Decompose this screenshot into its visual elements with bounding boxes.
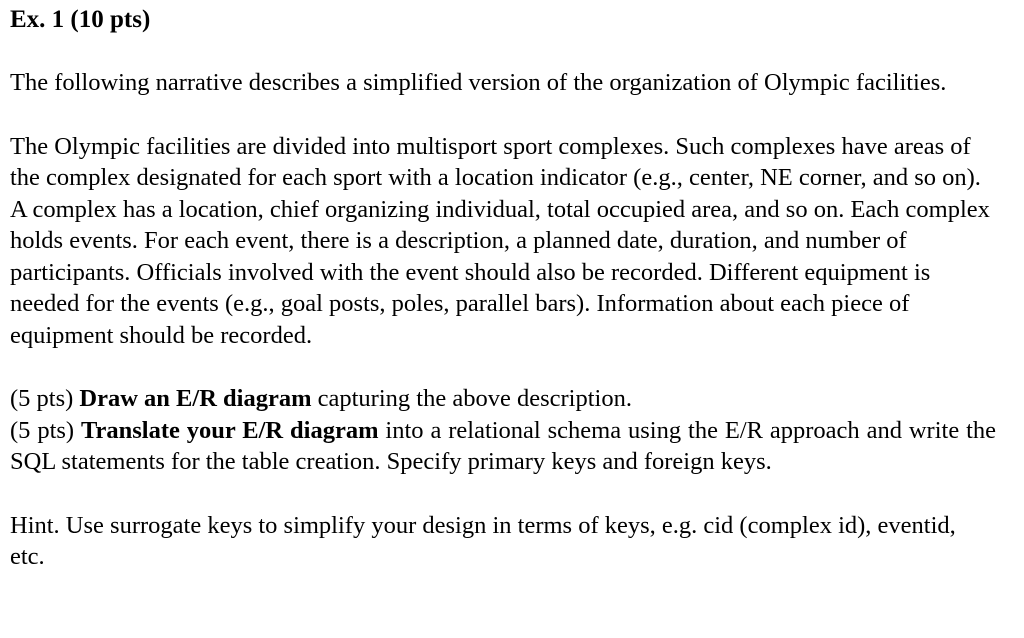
intro-paragraph: The following narrative describes a simplified version of the organization of Olympic facilities. [10, 69, 947, 96]
task-translate-er-emphasis: Translate your E/R diagram [81, 416, 379, 444]
exercise-title: Ex. 1 (10 pts) [10, 6, 151, 33]
task-list [10, 383, 1024, 478]
task-draw-er-emphasis: Draw an E/R diagram [79, 385, 312, 412]
task-translate-er-points: (5 pts) [10, 416, 75, 444]
narrative-paragraph: The Olympic facilities are divided into multisport sport complexes. Such complexes have areas of the complex designated for each sport with a location indicator (e.g., center, NE corner, and so on). A complex has a location, chief organizing individual, total occupied area, and so on. Each complex holds events. For each event, there is a description, a planned date, duration, and number of participants. Officials involved with the event should also be recorded. Different equipment is needed for the events (e.g., goal posts, poles, parallel bars). Information about each piece of equipment should be recorded. [10, 132, 990, 349]
hint-paragraph: Hint. Use surrogate keys to simplify your design in terms of keys, e.g. cid (complex id), eventid, etc. [10, 511, 956, 570]
task-translate-er-text: into a relational schema using the E/R approach and write the SQL statements for the table creation. Specify primary keys and foreign keys. [10, 416, 997, 475]
task-draw-er-text: capturing the above description. [317, 385, 632, 412]
task-translate-er [10, 415, 996, 478]
task-draw-er [10, 383, 996, 415]
task-draw-er-points: (5 pts) [10, 385, 74, 412]
